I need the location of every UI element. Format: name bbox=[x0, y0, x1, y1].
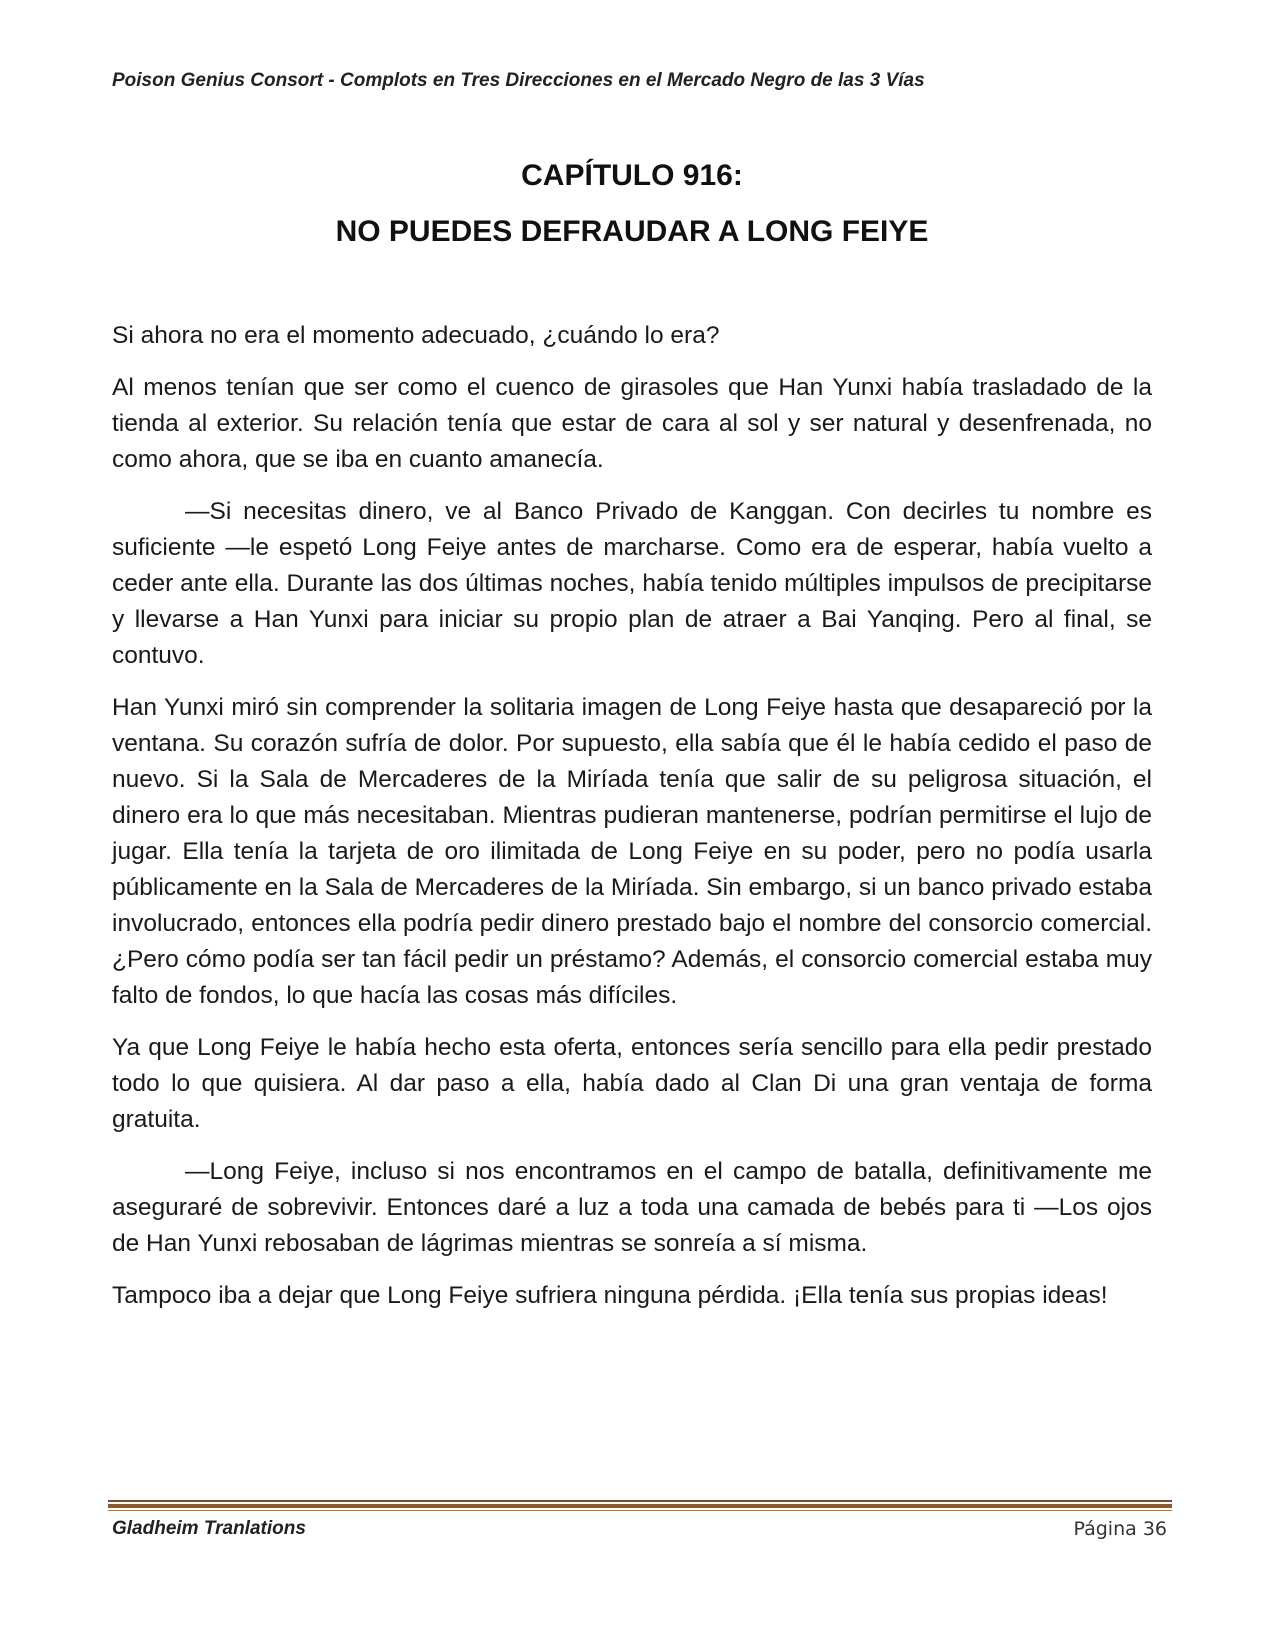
paragraph-4: Han Yunxi miró sin comprender la solitaria imagen de Long Feiye hasta que desapareció por la ventana. Su corazón sufría de dolor. Por supuesto, ella sabía que él le había cedido el paso de nuevo. Si la Sala de Mercaderes de la Miríada tenía que salir de su peligrosa situación, el dinero era lo que más necesitaban. Mientras pudieran mantenerse, podrían permitirse el lujo de jugar. Ella tenía la tarjeta de oro ilimitada de Long Feiye en su poder, pero no podía usarla públicamente en la Sala de Mercaderes de la Miríada. Sin embargo, si un banco privado estaba involucrado, entonces ella podría pedir dinero prestado bajo el nombre del consorcio comercial. ¿Pero cómo podía ser tan fácil pedir un préstamo? Además, el consorcio comercial estaba muy falto de fondos, lo que hacía las cosas más difíciles. bbox=[112, 694, 1152, 1009]
paragraph-2: Al menos tenían que ser como el cuenco de girasoles que Han Yunxi había trasladado de la tienda al exterior. Su relación tenía que estar de cara al sol y ser natural y desenfrenada, no como ahora, que se iba en cuanto amanecía. bbox=[112, 374, 1152, 473]
chapter-name: NO PUEDES DEFRAUDAR A LONG FEIYE bbox=[335, 215, 929, 248]
footer-divider bbox=[108, 1500, 1172, 1511]
page-number: 36 bbox=[1142, 1518, 1167, 1540]
page-number-area bbox=[1073, 1518, 1167, 1540]
paragraph-5: Ya que Long Feiye le había hecho esta oferta, entonces sería sencillo para ella pedir prestado todo lo que quisiera. Al dar paso a ella, había dado al Clan Di una gran ventaja de forma gratuita. bbox=[112, 1034, 1152, 1133]
paragraph-3: —Si necesitas dinero, ve al Banco Privado de Kanggan. Con decirles tu nombre es suficiente —le espetó Long Feiye antes de marcharse. Como era de esperar, había vuelto a ceder ante ella. Durante las dos últimas noches, había tenido múltiples impulsos de precipitarse y llevarse a Han Yunxi para iniciar su propio plan de atraer a Bai Yanqing. Pero al final, se contuvo. bbox=[112, 498, 1152, 669]
paragraph-1: Si ahora no era el momento adecuado, ¿cuándo lo era? bbox=[112, 322, 720, 349]
chapter-number: CAPÍTULO 916: bbox=[521, 159, 743, 192]
paragraph-6: —Long Feiye, incluso si nos encontramos en el campo de batalla, definitivamente me aseguraré de sobrevivir. Entonces daré a luz a toda una camada de bebés para ti —Los ojos de Han Yunxi rebosaban de lágrimas mientras se sonreía a sí misma. bbox=[112, 1158, 1152, 1257]
footer-credit: Gladheim Tranlations bbox=[112, 1518, 306, 1539]
page-label: Página bbox=[1073, 1518, 1137, 1540]
running-header: Poison Genius Consort - Complots en Tres Direcciones en el Mercado Negro de las 3 Vías bbox=[112, 70, 925, 91]
paragraph-7: Tampoco iba a dejar que Long Feiye sufriera ninguna pérdida. ¡Ella tenía sus propias ideas! bbox=[112, 1282, 1108, 1309]
chapter-body bbox=[112, 318, 1152, 1330]
chapter-title bbox=[112, 148, 1152, 260]
